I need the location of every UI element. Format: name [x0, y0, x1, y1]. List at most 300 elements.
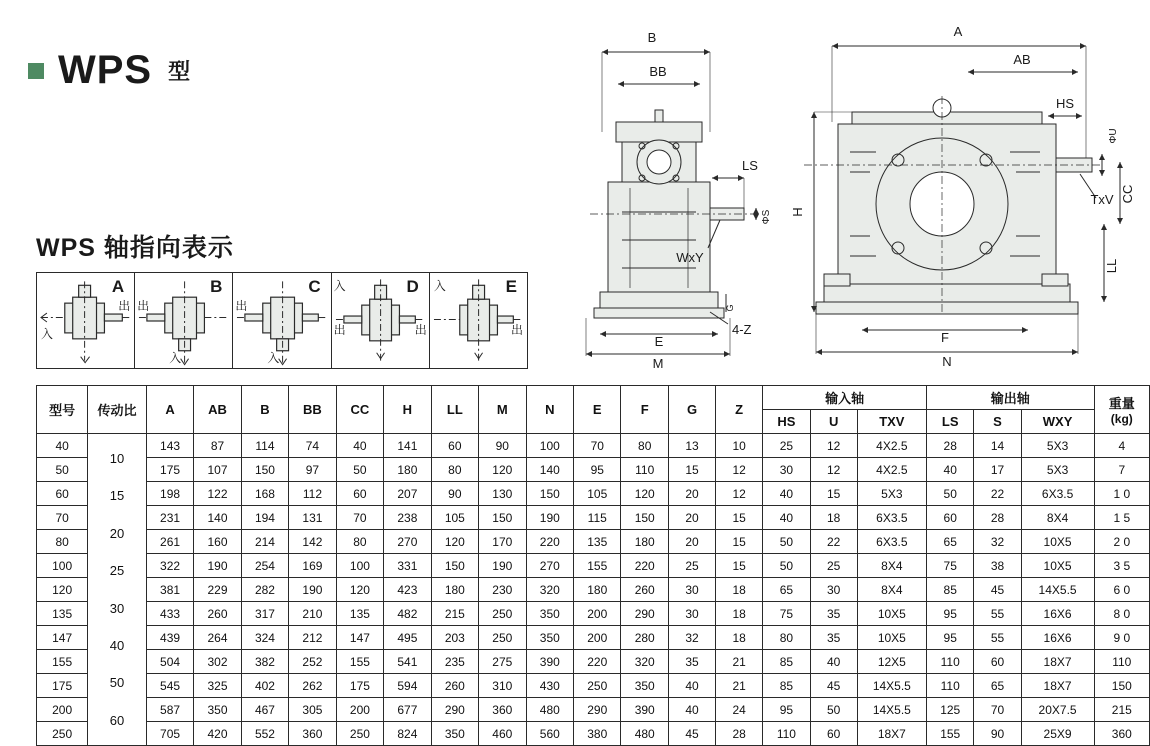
cell-txv: 10X5: [857, 626, 926, 650]
cell-m: 310: [479, 674, 526, 698]
cell-hs: 75: [763, 602, 810, 626]
col-ratio: 传动比: [88, 386, 147, 434]
table-row: [37, 506, 1150, 530]
cell-w: 7: [1094, 458, 1149, 482]
cell-cc: 50: [336, 458, 383, 482]
cell-f: 390: [621, 698, 668, 722]
table-row: [37, 626, 1150, 650]
cell-m: 275: [479, 650, 526, 674]
cell-e: 200: [574, 626, 621, 650]
cell-hs: 110: [763, 722, 810, 746]
cell-z: 12: [716, 458, 763, 482]
cell-ll: 80: [431, 458, 478, 482]
ratio-value: 30: [109, 600, 125, 616]
cell-w: 9 0: [1094, 626, 1149, 650]
cell-z: 28: [716, 722, 763, 746]
cell-txv: 14X5.5: [857, 674, 926, 698]
cell-ls: 110: [926, 674, 973, 698]
col-ll: LL: [431, 386, 478, 434]
shaft-in-label-a: 入: [41, 327, 54, 341]
col-h: H: [384, 386, 431, 434]
shaft-out-label-a: 出: [118, 299, 131, 313]
cell-a: 439: [146, 626, 193, 650]
cell-bb: 252: [289, 650, 336, 674]
cell-n: 220: [526, 530, 573, 554]
cell-wxy: 16X6: [1021, 602, 1094, 626]
label-a: A: [953, 24, 963, 39]
cell-hs: 65: [763, 578, 810, 602]
cell-h: 141: [384, 434, 431, 458]
cell-b: 254: [241, 554, 288, 578]
cell-hs: 95: [763, 698, 810, 722]
cell-model: 135: [37, 602, 88, 626]
cell-f: 260: [621, 578, 668, 602]
specifications-table: [36, 385, 1150, 746]
cell-z: 12: [716, 482, 763, 506]
cell-s: 70: [974, 698, 1021, 722]
cell-z: 15: [716, 554, 763, 578]
cell-ls: 75: [926, 554, 973, 578]
cell-w: 1 5: [1094, 506, 1149, 530]
col-ls: LS: [926, 410, 973, 434]
cell-z: 18: [716, 602, 763, 626]
shaft-out-label-d-right: 出: [414, 323, 427, 337]
table-row: [37, 698, 1150, 722]
cell-f: 120: [621, 482, 668, 506]
cell-m: 250: [479, 602, 526, 626]
cell-cc: 100: [336, 554, 383, 578]
cell-h: 677: [384, 698, 431, 722]
cell-a: 705: [146, 722, 193, 746]
table-row: [37, 458, 1150, 482]
col-a: A: [146, 386, 193, 434]
cell-s: 14: [974, 434, 1021, 458]
cell-u: 12: [810, 434, 857, 458]
ratio-value: 15: [109, 488, 125, 504]
label-4z: 4-Z: [732, 322, 752, 337]
cell-e: 115: [574, 506, 621, 530]
cell-bb: 97: [289, 458, 336, 482]
cell-z: 21: [716, 650, 763, 674]
cell-e: 135: [574, 530, 621, 554]
label-m: M: [652, 356, 664, 371]
cell-g: 13: [668, 434, 715, 458]
cell-z: 21: [716, 674, 763, 698]
cell-u: 50: [810, 698, 857, 722]
cell-ab: 229: [194, 578, 241, 602]
cell-txv: 14X5.5: [857, 698, 926, 722]
cell-hs: 25: [763, 434, 810, 458]
cell-n: 270: [526, 554, 573, 578]
cell-h: 238: [384, 506, 431, 530]
cell-bb: 262: [289, 674, 336, 698]
cell-wxy: 10X5: [1021, 530, 1094, 554]
cell-ls: 28: [926, 434, 973, 458]
shaft-out-label-d-left: 出: [333, 323, 346, 337]
col-g: G: [668, 386, 715, 434]
cell-z: 10: [716, 434, 763, 458]
cell-cc: 147: [336, 626, 383, 650]
cell-ab: 420: [194, 722, 241, 746]
cell-ll: 60: [431, 434, 478, 458]
cell-e: 250: [574, 674, 621, 698]
shaft-cell-d: [332, 273, 430, 368]
col-n: N: [526, 386, 573, 434]
cell-f: 220: [621, 554, 668, 578]
cell-hs: 40: [763, 482, 810, 506]
cell-ll: 90: [431, 482, 478, 506]
title-suffix: 型: [168, 59, 191, 84]
cell-h: 207: [384, 482, 431, 506]
cell-h: 482: [384, 602, 431, 626]
cell-model: 120: [37, 578, 88, 602]
col-weight-unit: (kg): [1110, 412, 1133, 426]
label-ab: AB: [1013, 52, 1031, 67]
cell-model: 200: [37, 698, 88, 722]
cell-n: 350: [526, 602, 573, 626]
cell-ll: 150: [431, 554, 478, 578]
col-m: M: [479, 386, 526, 434]
cell-model: 100: [37, 554, 88, 578]
cell-h: 824: [384, 722, 431, 746]
cell-cc: 135: [336, 602, 383, 626]
cell-cc: 250: [336, 722, 383, 746]
cell-hs: 85: [763, 674, 810, 698]
ratio-value: 60: [109, 712, 125, 728]
label-ll: LL: [1104, 258, 1119, 274]
cell-bb: 190: [289, 578, 336, 602]
cell-s: 65: [974, 674, 1021, 698]
cell-bb: 112: [289, 482, 336, 506]
gearbox-side-view-drawing: [790, 12, 1140, 372]
cell-u: 45: [810, 674, 857, 698]
cell-g: 15: [668, 458, 715, 482]
cell-hs: 40: [763, 506, 810, 530]
cell-ab: 302: [194, 650, 241, 674]
col-weight: [1094, 386, 1149, 434]
table-row: [37, 650, 1150, 674]
col-model: 型号: [37, 386, 88, 434]
cell-model: 147: [37, 626, 88, 650]
cell-txv: 12X5: [857, 650, 926, 674]
cell-g: 30: [668, 578, 715, 602]
cell-bb: 169: [289, 554, 336, 578]
cell-g: 20: [668, 506, 715, 530]
cell-model: 70: [37, 506, 88, 530]
label-hs: HS: [1055, 96, 1075, 111]
cell-w: 6 0: [1094, 578, 1149, 602]
cell-ab: 350: [194, 698, 241, 722]
cell-txv: 8X4: [857, 578, 926, 602]
cell-m: 360: [479, 698, 526, 722]
cell-m: 250: [479, 626, 526, 650]
cell-cc: 70: [336, 506, 383, 530]
cell-f: 110: [621, 458, 668, 482]
cell-bb: 360: [289, 722, 336, 746]
shaft-out-label-b: 出: [137, 299, 150, 313]
cell-f: 350: [621, 674, 668, 698]
cell-wxy: 10X5: [1021, 554, 1094, 578]
cell-cc: 155: [336, 650, 383, 674]
label-txv: TxV: [1090, 192, 1114, 207]
cell-w: 1 0: [1094, 482, 1149, 506]
cell-n: 150: [526, 482, 573, 506]
cell-n: 140: [526, 458, 573, 482]
cell-b: 282: [241, 578, 288, 602]
cell-hs: 30: [763, 458, 810, 482]
col-wxy: WXY: [1021, 410, 1094, 434]
cell-w: 8 0: [1094, 602, 1149, 626]
cell-w: 110: [1094, 650, 1149, 674]
shaft-cell-a: [37, 273, 135, 368]
col-group-output-shaft: 输出轴: [926, 386, 1094, 410]
label-g: G: [725, 304, 735, 312]
cell-cc: 60: [336, 482, 383, 506]
cell-e: 155: [574, 554, 621, 578]
cell-g: 40: [668, 674, 715, 698]
cell-ls: 110: [926, 650, 973, 674]
shaft-letter-a: A: [111, 277, 125, 296]
cell-ll: 290: [431, 698, 478, 722]
col-bb: BB: [289, 386, 336, 434]
cell-a: 587: [146, 698, 193, 722]
label-b: B: [647, 30, 657, 45]
cell-ab: 264: [194, 626, 241, 650]
col-u: U: [810, 410, 857, 434]
shaft-out-label-e: 出: [511, 323, 524, 337]
col-b: B: [241, 386, 288, 434]
cell-m: 460: [479, 722, 526, 746]
cell-m: 130: [479, 482, 526, 506]
cell-f: 80: [621, 434, 668, 458]
cell-ll: 235: [431, 650, 478, 674]
label-ls: LS: [742, 158, 758, 173]
cell-ab: 190: [194, 554, 241, 578]
cell-ll: 215: [431, 602, 478, 626]
cell-w: 2 0: [1094, 530, 1149, 554]
cell-n: 480: [526, 698, 573, 722]
cell-w: 3 5: [1094, 554, 1149, 578]
cell-bb: 131: [289, 506, 336, 530]
cell-ab: 140: [194, 506, 241, 530]
cell-u: 30: [810, 578, 857, 602]
cell-w: 150: [1094, 674, 1149, 698]
shaft-in-label-b: 入: [169, 351, 182, 365]
cell-model: 250: [37, 722, 88, 746]
cell-w: 4: [1094, 434, 1149, 458]
cell-n: 190: [526, 506, 573, 530]
cell-wxy: 18X7: [1021, 650, 1094, 674]
shaft-in-label-d: 入: [333, 279, 346, 293]
cell-cc: 40: [336, 434, 383, 458]
cell-g: 32: [668, 626, 715, 650]
cell-hs: 50: [763, 554, 810, 578]
cell-b: 168: [241, 482, 288, 506]
cell-a: 231: [146, 506, 193, 530]
cell-s: 60: [974, 650, 1021, 674]
table-head: [37, 386, 1150, 434]
cell-e: 380: [574, 722, 621, 746]
label-n: N: [942, 354, 952, 369]
cell-wxy: 6X3.5: [1021, 482, 1094, 506]
cell-cc: 80: [336, 530, 383, 554]
cell-ls: 85: [926, 578, 973, 602]
cell-f: 180: [621, 530, 668, 554]
cell-e: 105: [574, 482, 621, 506]
cell-wxy: 18X7: [1021, 674, 1094, 698]
cell-hs: 85: [763, 650, 810, 674]
label-bb: BB: [649, 64, 667, 79]
cell-s: 17: [974, 458, 1021, 482]
cell-model: 80: [37, 530, 88, 554]
cell-f: 290: [621, 602, 668, 626]
cell-ls: 95: [926, 626, 973, 650]
cell-txv: 8X4: [857, 554, 926, 578]
cell-f: 280: [621, 626, 668, 650]
cell-txv: 6X3.5: [857, 506, 926, 530]
shaft-in-label-c: 入: [267, 351, 280, 365]
cell-txv: 4X2.5: [857, 458, 926, 482]
col-e: E: [574, 386, 621, 434]
cell-u: 40: [810, 650, 857, 674]
cell-f: 320: [621, 650, 668, 674]
cell-model: 175: [37, 674, 88, 698]
cell-b: 402: [241, 674, 288, 698]
cell-u: 12: [810, 458, 857, 482]
shaft-cell-b: [135, 273, 233, 368]
cell-ab: 260: [194, 602, 241, 626]
cell-bb: 305: [289, 698, 336, 722]
cell-n: 430: [526, 674, 573, 698]
shaft-diagram-a: [37, 273, 134, 368]
cell-ab: 122: [194, 482, 241, 506]
cell-u: 60: [810, 722, 857, 746]
title-main: WPS: [58, 48, 153, 92]
cell-b: 214: [241, 530, 288, 554]
cell-ab: 107: [194, 458, 241, 482]
label-wxy: WxY: [676, 250, 704, 265]
cell-g: 25: [668, 554, 715, 578]
cell-wxy: 5X3: [1021, 458, 1094, 482]
cell-g: 35: [668, 650, 715, 674]
cell-wxy: 20X7.5: [1021, 698, 1094, 722]
cell-w: 215: [1094, 698, 1149, 722]
cell-a: 381: [146, 578, 193, 602]
col-f: F: [621, 386, 668, 434]
col-z: Z: [716, 386, 763, 434]
table-row: [37, 554, 1150, 578]
cell-ab: 160: [194, 530, 241, 554]
cell-g: 20: [668, 530, 715, 554]
label-phi-s: ΦS: [761, 209, 772, 225]
cell-bb: 212: [289, 626, 336, 650]
cell-u: 22: [810, 530, 857, 554]
cell-txv: 18X7: [857, 722, 926, 746]
cell-g: 40: [668, 698, 715, 722]
cell-ls: 50: [926, 482, 973, 506]
cell-s: 22: [974, 482, 1021, 506]
cell-s: 55: [974, 626, 1021, 650]
cell-s: 28: [974, 506, 1021, 530]
cell-u: 18: [810, 506, 857, 530]
cell-a: 143: [146, 434, 193, 458]
cell-z: 15: [716, 506, 763, 530]
cell-u: 15: [810, 482, 857, 506]
cell-h: 270: [384, 530, 431, 554]
cell-ab: 87: [194, 434, 241, 458]
cell-model: 155: [37, 650, 88, 674]
cell-ls: 95: [926, 602, 973, 626]
cell-s: 32: [974, 530, 1021, 554]
cell-wxy: 8X4: [1021, 506, 1094, 530]
cell-cc: 175: [336, 674, 383, 698]
cell-a: 261: [146, 530, 193, 554]
cell-b: 114: [241, 434, 288, 458]
cell-ratio-group: [88, 434, 147, 746]
cell-bb: 142: [289, 530, 336, 554]
cell-n: 390: [526, 650, 573, 674]
cell-e: 180: [574, 578, 621, 602]
col-s: S: [974, 410, 1021, 434]
cell-model: 50: [37, 458, 88, 482]
cell-e: 200: [574, 602, 621, 626]
cell-s: 38: [974, 554, 1021, 578]
table-row: [37, 482, 1150, 506]
ratio-value: 25: [109, 563, 125, 579]
cell-m: 190: [479, 554, 526, 578]
col-hs: HS: [763, 410, 810, 434]
cell-e: 95: [574, 458, 621, 482]
cell-txv: 10X5: [857, 602, 926, 626]
cell-b: 324: [241, 626, 288, 650]
cell-h: 541: [384, 650, 431, 674]
cell-n: 560: [526, 722, 573, 746]
cell-u: 35: [810, 626, 857, 650]
cell-z: 15: [716, 530, 763, 554]
label-e: E: [654, 334, 664, 349]
cell-b: 382: [241, 650, 288, 674]
cell-ll: 350: [431, 722, 478, 746]
ratio-value: 50: [109, 675, 125, 691]
cell-s: 90: [974, 722, 1021, 746]
cell-b: 552: [241, 722, 288, 746]
cell-s: 45: [974, 578, 1021, 602]
cell-a: 545: [146, 674, 193, 698]
shaft-diagram-c: [233, 273, 330, 368]
cell-ls: 155: [926, 722, 973, 746]
cell-ll: 105: [431, 506, 478, 530]
cell-model: 40: [37, 434, 88, 458]
cell-ll: 260: [431, 674, 478, 698]
table-header-row-1: [37, 386, 1150, 410]
cell-a: 322: [146, 554, 193, 578]
cell-ll: 120: [431, 530, 478, 554]
cell-h: 594: [384, 674, 431, 698]
cell-n: 350: [526, 626, 573, 650]
cell-model: 60: [37, 482, 88, 506]
cell-b: 317: [241, 602, 288, 626]
shaft-cell-e: [430, 273, 527, 368]
cell-m: 150: [479, 506, 526, 530]
label-phi-u: ΦU: [1108, 128, 1119, 144]
label-h: H: [790, 207, 805, 217]
cell-b: 194: [241, 506, 288, 530]
cell-h: 423: [384, 578, 431, 602]
shaft-letter-d: D: [406, 277, 419, 296]
shaft-diagram-b: [135, 273, 232, 368]
cell-w: 360: [1094, 722, 1149, 746]
cell-bb: 74: [289, 434, 336, 458]
